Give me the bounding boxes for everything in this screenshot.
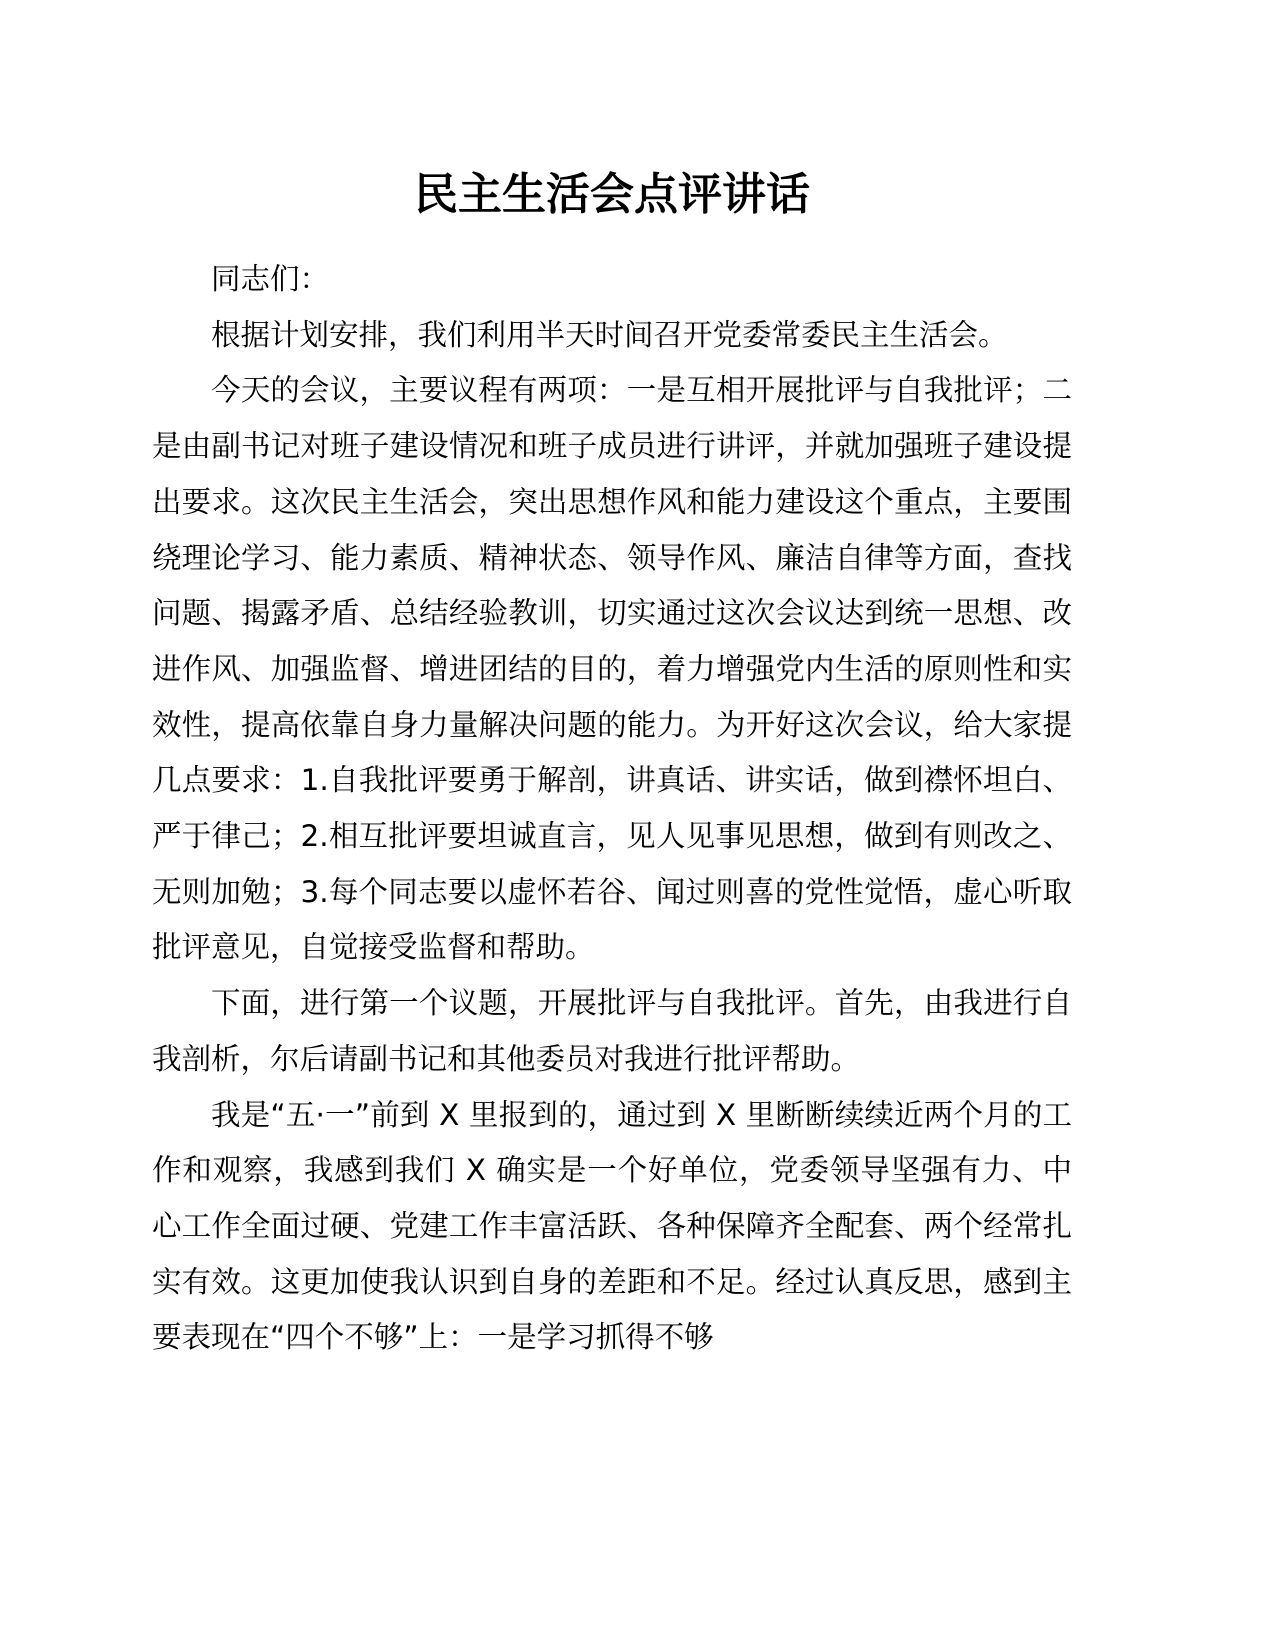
- paragraph-meeting-purpose: 根据计划安排，我们利用半天时间召开党委常委民主生活会。: [211, 317, 1008, 352]
- paragraph-salutation: 同志们：: [211, 262, 330, 296]
- paragraph-agenda-and-requirements: 今天的会议，主要议程有两项：一是互相开展批评与自我批评；二是由副书记对班子建设情况和班子成员进行讲评，并就加强班子建设提出要求。这次民主生活会，突出思想作风和能力建设这个重点，主要围绕理论学习、能力素质、精神状态、领导作风、廉洁自律等方面，查找问题、揭露矛盾、总结经验教训，切实通过这次会议达到统一思想、改进作风、加强监督、增进团结的目的，着力增强党内生活的原则性和实效性，提高依靠自身力量解决问题的能力。为开好这次会议，给大家提几点要求：1.自我批评要勇于解剖，讲真话、讲实话，做到襟怀坦白、严于律己；2.相互批评要坦诚直言，见人见事见思想，做到有则改之、无则加勉；3.每个同志要以虚怀若谷、闻过则喜的党性觉悟，虚心听取批评意见，自觉接受监督和帮助。: [152, 373, 1072, 965]
- document-page: [152, 160, 1072, 1366]
- paragraph-self-analysis: 我是“五·一”前到 X 里报到的，通过到 X 里断断续续近两个月的工作和观察，我感到我们 X 确实是一个好单位，党委领导坚强有力、中心工作全面过硬、党建工作丰富活跃、各种保障齐全配套、两个经常扎实有效。这更加使我认识到自身的差距和不足。经过认真反思，感到主要表现在“四个不够”上：一是学习抓得不够: [152, 1097, 1072, 1355]
- paragraph-first-topic: 下面，进行第一个议题，开展批评与自我批评。首先，由我进行自我剖析，尔后请副书记和其他委员对我进行批评帮助。: [152, 986, 1072, 1076]
- document-title: 民主生活会点评讲话: [414, 169, 810, 220]
